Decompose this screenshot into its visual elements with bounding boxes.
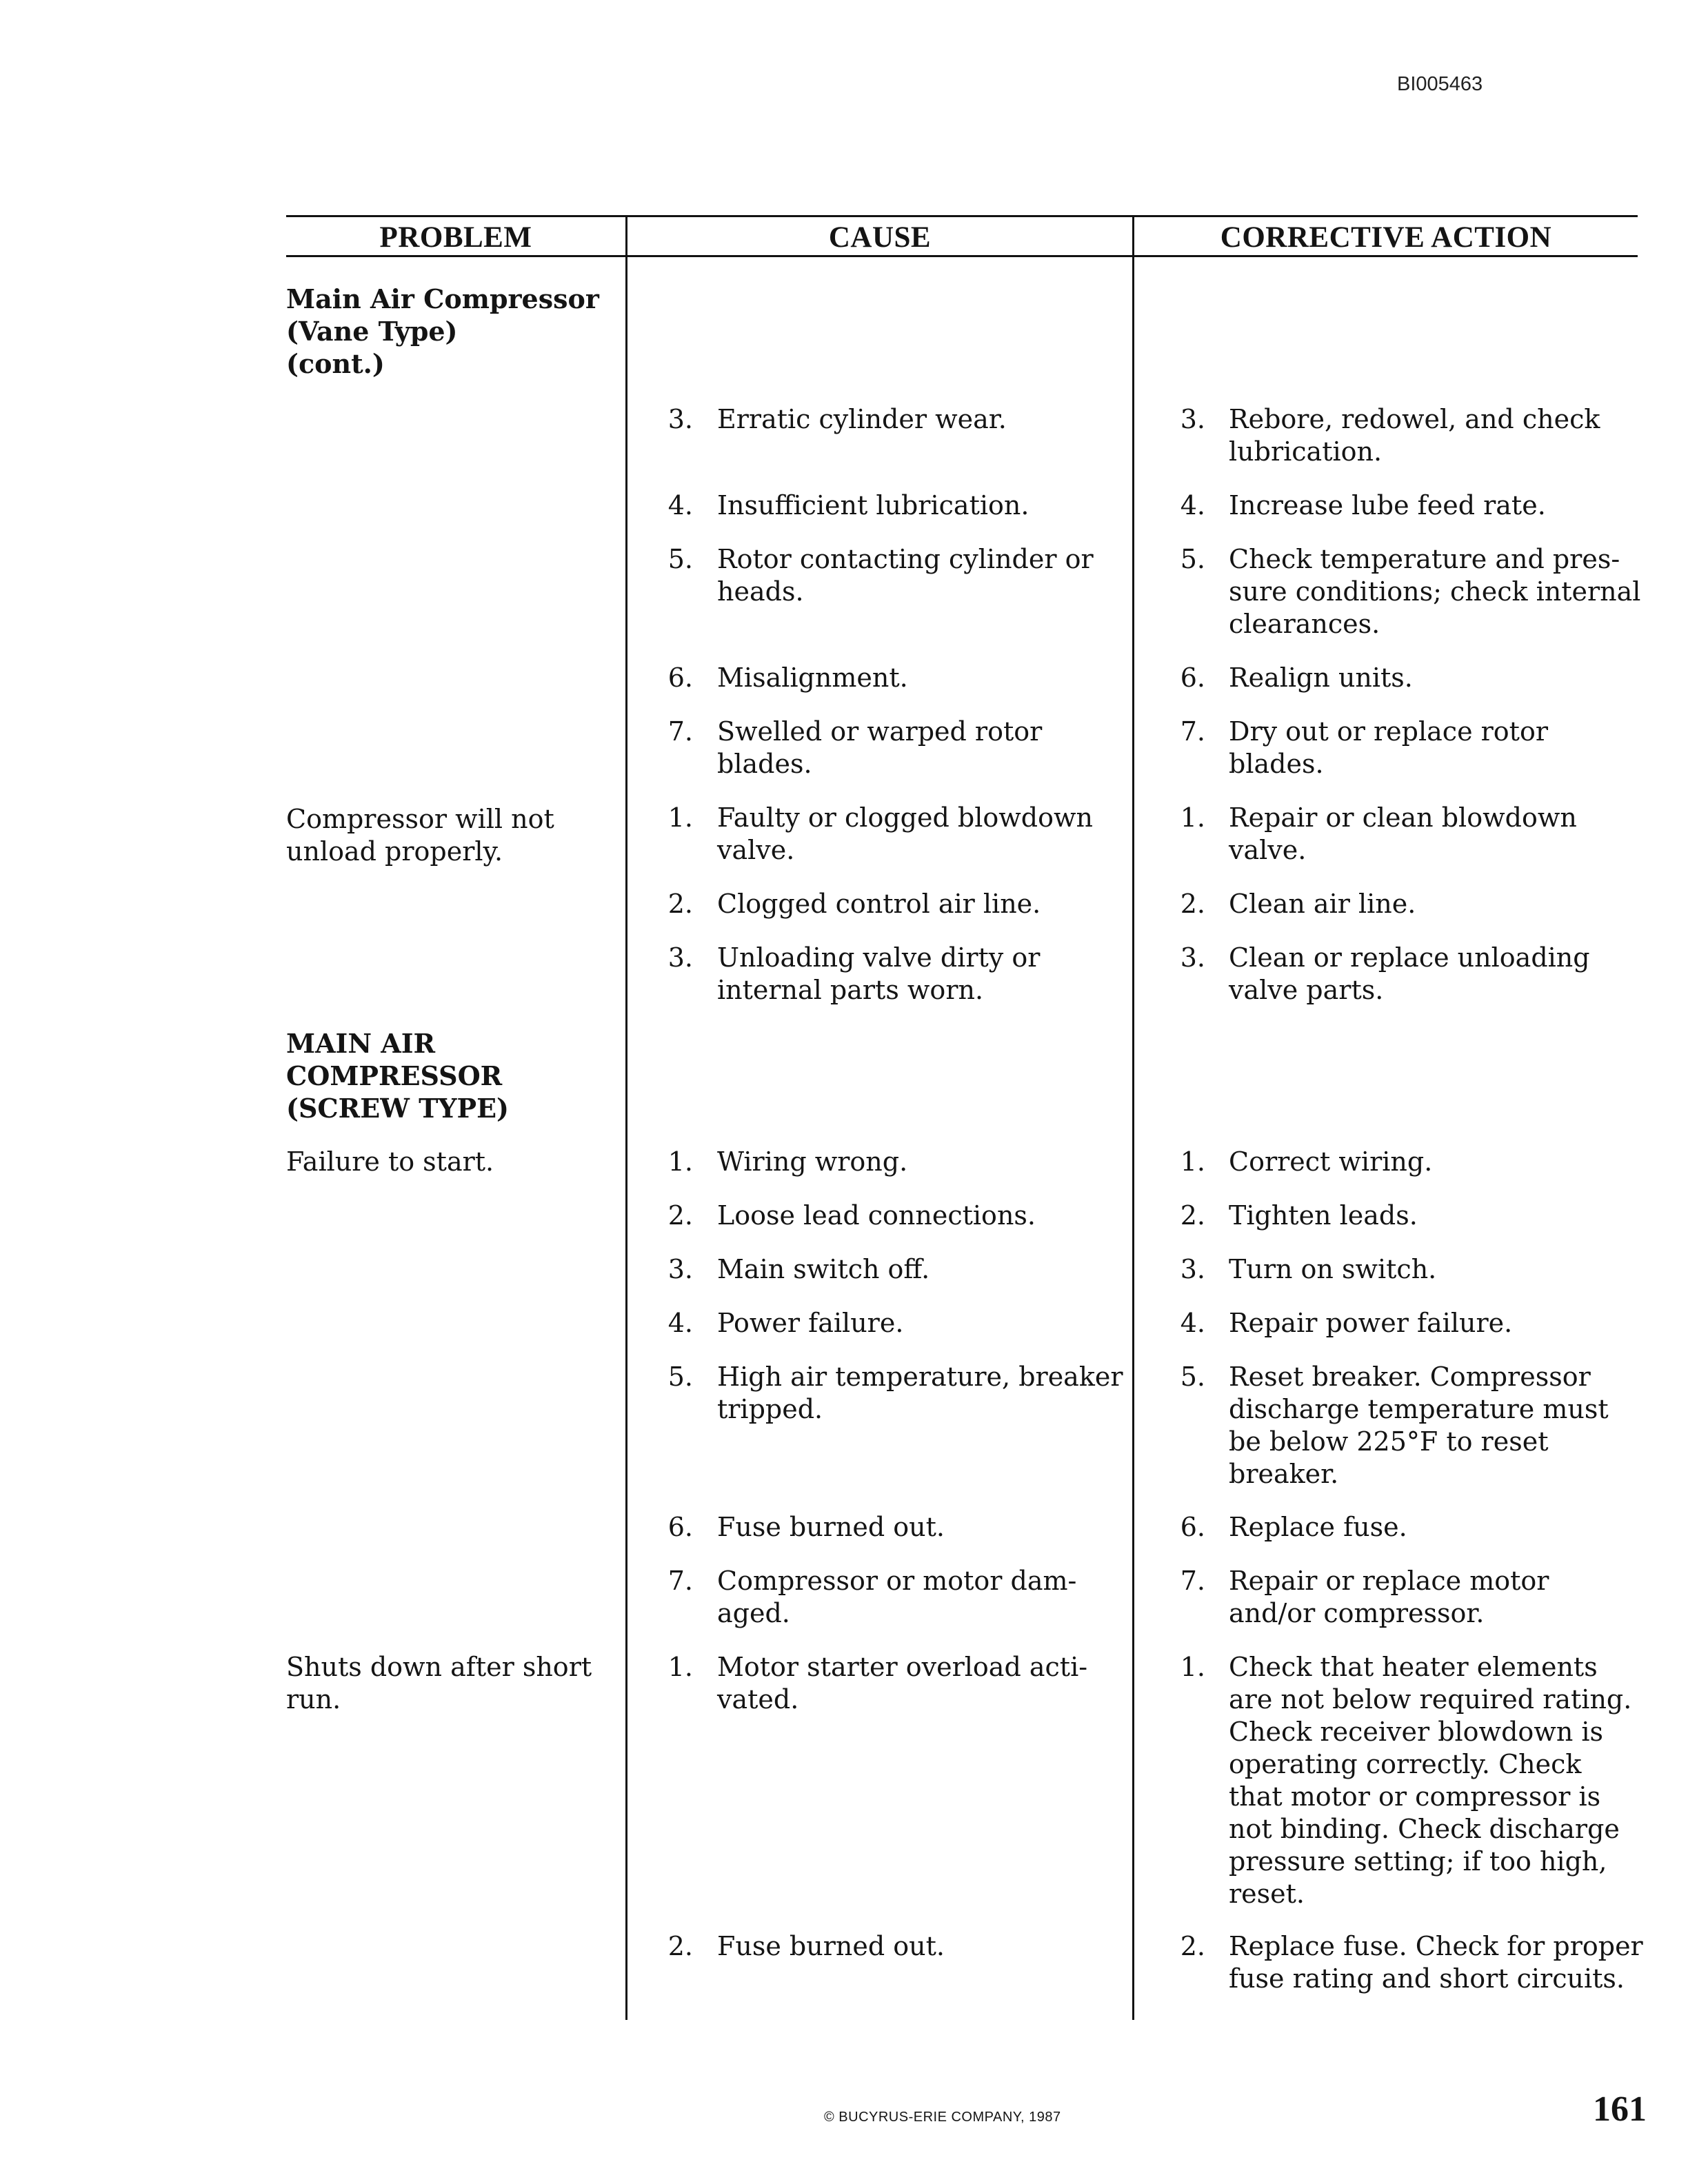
problem-shuts-down-line1: Shuts down after short <box>286 1652 592 1682</box>
corrective-action-text: breaker. <box>1229 1459 1339 1489</box>
corrective-action-text: Tighten leads. <box>1229 1200 1418 1231</box>
cause-text: Clogged control air line. <box>717 889 1041 919</box>
action-number: 1. <box>1180 1652 1205 1682</box>
cause-text: Fuse burned out. <box>717 1931 945 1961</box>
cause-text: heads. <box>717 576 804 607</box>
cause-number: 2. <box>667 1931 693 1961</box>
corrective-action-text: and/or compressor. <box>1229 1598 1485 1628</box>
cause-text: Fuse burned out. <box>717 1512 945 1542</box>
cause-text: Main switch off. <box>717 1254 930 1284</box>
corrective-action-text: be below 225°F to reset <box>1229 1426 1549 1457</box>
cause-text: Faulty or clogged blowdown <box>717 802 1093 833</box>
corrective-action-text: blades. <box>1229 749 1324 779</box>
corrective-action-text: Check that heater elements <box>1229 1652 1598 1682</box>
header-rule-cause <box>627 255 1132 257</box>
action-number: 5. <box>1180 544 1205 574</box>
cause-number: 3. <box>667 404 693 434</box>
header-rule-action <box>1134 255 1638 257</box>
cause-number: 3. <box>667 1254 693 1284</box>
copyright-footer: © BUCYRUS-ERIE COMPANY, 1987 <box>824 2110 1061 2125</box>
action-number: 3. <box>1180 404 1205 434</box>
action-number: 2. <box>1180 1931 1205 1961</box>
action-number: 7. <box>1180 716 1205 747</box>
cause-text: Rotor contacting cylinder or <box>717 544 1094 574</box>
page-number: 161 <box>1593 2090 1647 2129</box>
action-number: 1. <box>1180 1146 1205 1177</box>
cause-number: 1. <box>667 1652 693 1682</box>
corrective-action-text: Repair power failure. <box>1229 1308 1513 1338</box>
cause-number: 5. <box>667 544 693 574</box>
header-top-rule <box>286 215 1638 217</box>
corrective-action-text: Clean or replace unloading <box>1229 942 1590 973</box>
section-title-vane-line3: (cont.) <box>286 348 385 379</box>
header-problem: PROBLEM <box>379 221 532 254</box>
cause-text: Unloading valve dirty or <box>717 942 1041 973</box>
cause-number: 4. <box>667 490 693 520</box>
corrective-action-text: Replace fuse. <box>1229 1512 1407 1542</box>
corrective-action-text: fuse rating and short circuits. <box>1229 1963 1625 1994</box>
cause-text: aged. <box>717 1598 790 1628</box>
cause-text: Compressor or motor dam- <box>717 1566 1077 1596</box>
corrective-action-text: Correct wiring. <box>1229 1146 1433 1177</box>
corrective-action-text: pressure setting; if too high, <box>1229 1846 1607 1877</box>
corrective-action-text: sure conditions; check internal <box>1229 576 1641 607</box>
corrective-action-text: Clean air line. <box>1229 889 1416 919</box>
corrective-action-text: Dry out or replace rotor <box>1229 716 1548 747</box>
problem-failure-to-start: Failure to start. <box>286 1146 494 1177</box>
action-number: 3. <box>1180 942 1205 973</box>
cause-number: 7. <box>667 716 693 747</box>
corrective-action-text: Replace fuse. Check for proper <box>1229 1931 1643 1961</box>
corrective-action-text: valve. <box>1229 835 1307 865</box>
cause-text: High air temperature, breaker <box>717 1362 1123 1392</box>
document-id: BI005463 <box>1397 73 1483 95</box>
header-corrective-action: CORRECTIVE ACTION <box>1220 221 1552 254</box>
cause-text: vated. <box>717 1684 799 1715</box>
cause-text: blades. <box>717 749 812 779</box>
corrective-action-text: valve parts. <box>1229 975 1384 1005</box>
action-number: 3. <box>1180 1254 1205 1284</box>
cause-number: 7. <box>667 1566 693 1596</box>
section-title-vane-line2: (Vane Type) <box>286 316 458 347</box>
cause-text: Misalignment. <box>717 663 908 693</box>
corrective-action-text: Reset breaker. Compressor <box>1229 1362 1591 1392</box>
corrective-action-text: operating correctly. Check <box>1229 1749 1582 1779</box>
cause-text: Insufficient lubrication. <box>717 490 1029 520</box>
cause-text: Swelled or warped rotor <box>717 716 1043 747</box>
action-number: 1. <box>1180 802 1205 833</box>
cause-number: 4. <box>667 1308 693 1338</box>
problem-unload-line1: Compressor will not <box>286 804 554 834</box>
action-number: 6. <box>1180 663 1205 693</box>
action-number: 5. <box>1180 1362 1205 1392</box>
corrective-action-text: Rebore, redowel, and check <box>1229 404 1600 434</box>
section-title-screw-line3: (SCREW TYPE) <box>286 1093 510 1124</box>
header-rule-problem <box>286 255 625 257</box>
cause-text: Power failure. <box>717 1308 904 1338</box>
action-number: 4. <box>1180 490 1205 520</box>
header-cause: CAUSE <box>828 221 932 254</box>
cause-number: 1. <box>667 1146 693 1177</box>
column-divider-left <box>625 215 627 2020</box>
cause-text: internal parts worn. <box>717 975 984 1005</box>
cause-number: 1. <box>667 802 693 833</box>
cause-number: 3. <box>667 942 693 973</box>
cause-text: Loose lead connections. <box>717 1200 1036 1231</box>
cause-number: 2. <box>667 889 693 919</box>
cause-text: Erratic cylinder wear. <box>717 404 1007 434</box>
corrective-action-text: reset. <box>1229 1879 1305 1909</box>
cause-number: 5. <box>667 1362 693 1392</box>
corrective-action-text: Realign units. <box>1229 663 1413 693</box>
corrective-action-text: Check temperature and pres- <box>1229 544 1620 574</box>
cause-number: 6. <box>667 663 693 693</box>
corrective-action-text: not binding. Check discharge <box>1229 1814 1620 1844</box>
cause-number: 2. <box>667 1200 693 1231</box>
corrective-action-text: Repair or replace motor <box>1229 1566 1549 1596</box>
action-number: 2. <box>1180 1200 1205 1231</box>
action-number: 6. <box>1180 1512 1205 1542</box>
corrective-action-text: discharge temperature must <box>1229 1394 1609 1424</box>
corrective-action-text: Check receiver blowdown is <box>1229 1717 1604 1747</box>
action-number: 4. <box>1180 1308 1205 1338</box>
section-title-screw-line2: COMPRESSOR <box>286 1060 503 1091</box>
section-title-screw-line1: MAIN AIR <box>286 1028 436 1059</box>
corrective-action-text: Increase lube feed rate. <box>1229 490 1546 520</box>
cause-number: 6. <box>667 1512 693 1542</box>
problem-unload-line2: unload properly. <box>286 836 503 867</box>
corrective-action-text: that motor or compressor is <box>1229 1781 1601 1812</box>
corrective-action-text: clearances. <box>1229 609 1380 639</box>
cause-text: tripped. <box>717 1394 823 1424</box>
problem-shuts-down-line2: run. <box>286 1684 341 1715</box>
cause-text: Wiring wrong. <box>717 1146 908 1177</box>
corrective-action-text: lubrication. <box>1229 436 1383 467</box>
action-number: 7. <box>1180 1566 1205 1596</box>
corrective-action-text: are not below required rating. <box>1229 1684 1632 1715</box>
section-title-vane-line1: Main Air Compressor <box>286 283 599 314</box>
corrective-action-text: Turn on switch. <box>1229 1254 1437 1284</box>
cause-text: valve. <box>717 835 795 865</box>
corrective-action-text: Repair or clean blowdown <box>1229 802 1577 833</box>
cause-text: Motor starter overload acti- <box>717 1652 1088 1682</box>
column-divider-right <box>1132 215 1134 2020</box>
action-number: 2. <box>1180 889 1205 919</box>
